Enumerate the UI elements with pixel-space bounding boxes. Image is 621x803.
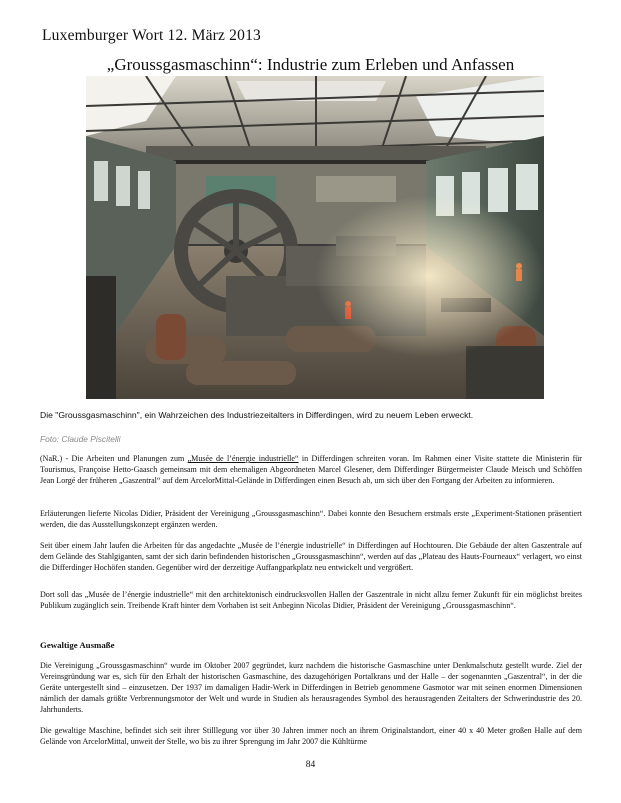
article-paragraph-4: Dort soll das „Musée de l’énergie industrielle“ mit den architektonisch eindrucksvollen Hallen der Gaszentrale in nicht allzu ferner Zukunft für ein möglichst breites Publikum zugänglich sein. Treibende Kraft hinter dem Vorhaben ist seit Anbeginn Nicolas Didier, Präsident der Vereinigung „Groussgasmaschinn“. xyxy=(40,590,582,610)
newspaper-header: Luxemburger Wort 12. März 2013 xyxy=(42,27,261,44)
article-paragraph-5: Die Vereinigung „Groussgasmaschinn“ wurde im Oktober 2007 gegründet, kurz nachdem die historische Gasmaschine unter Denkmalschutz gestellt wurde. Ziel der Vereinsgründung war es, sich für den Erhalt der historischen Gasmaschine, des dazugehörigen Portalkrans und der Halle – der sogenannten „Gaszentral“, in der die Geräte untergestellt sind – einzusetzen. Der 1937 im damaligen Hadir-Werk in Differdingen in Betrieb genommene Gasmotor war mit seinen enormen Dimensionen nämlich der damals größte Verbrennungsmotor der Welt und wurde in Studien als herausragendes Symbol des herausragenden Zeitalters der Schwerindustrie des 20. Jahrhunderts. xyxy=(40,661,582,714)
article-paragraph-2: Erläuterungen lieferte Nicolas Didier, Präsident der Vereinigung „Groussgasmaschinn“. Dabei konnte den Besuchern erstmals erste „Experiment-Stationen präsentiert werden, die das Ausstellungskonzept ergänzen werden. xyxy=(40,509,582,529)
museum-link[interactable]: „Musée de l’énergie industrielle“ xyxy=(187,454,299,463)
paragraph-1-text: in Differdingen schreiten voran. Im Rahmen einer Visite stattete die Ministerin für Tourismus, Françoise Hetto-Gaasch gemeinsam mit dem ehemaligen Abgeordneten Marcel Glesener, dem Differdinger Bürgermeister Claude Meisch und Schöffen Jean Lorgé der früheren „Gaszentral“ auf dem ArcelorMittal-Gelände in Differdingen einen Besuch ab, um sich über den Fortgang der Arbeiten zu informieren. xyxy=(40,454,582,485)
photo-credit: Foto: Claude Piscitelli xyxy=(40,434,121,444)
article-paragraph-1 xyxy=(40,453,582,486)
paragraph-1-intro: (NaR.) - Die Arbeiten und Planungen zum xyxy=(40,454,188,463)
section-subheading: Gewaltige Ausmaße xyxy=(40,640,115,650)
article-photo xyxy=(86,76,544,399)
article-paragraph-6: Die gewaltige Maschine, befindet sich seit ihrer Stilllegung vor über 30 Jahren immer noch an ihrem Originalstandort, einer 40 x 40 Meter großen Halle auf dem Gelände von ArcelorMittal, unweit der Stelle, wo bis zu ihrer Sprengung im Jahr 2007 die Kühltürme xyxy=(40,726,582,746)
article-title: „Groussgasmaschinn“: Industrie zum Erleben und Anfassen xyxy=(106,55,515,74)
page-number: 84 xyxy=(305,760,316,770)
industrial-hall-illustration xyxy=(86,76,544,399)
article-paragraph-3: Seit über einem Jahr laufen die Arbeiten für das angedachte „Musée de l’énergie industrielle“ in Differdingen auf Hochtouren. Die Gebäude der alten Gaszentrale auf dem Gelände des Stahlgiganten, samt der sich darin befindenden historischen „Groussgasmaschinn“, werden auf das „Plateau des Hauts-Fourneaux“ verlagert, wo einst die Differdinger Hochöfen standen. Gegenüber wird der derzeitige Auffangparkplatz neu entwickelt und vergrößert. xyxy=(40,541,582,572)
photo-caption: Die "Groussgasmaschinn", ein Wahrzeichen des Industriezeitalters in Differdingen, wird zu neuem Leben erweckt. xyxy=(40,410,474,420)
